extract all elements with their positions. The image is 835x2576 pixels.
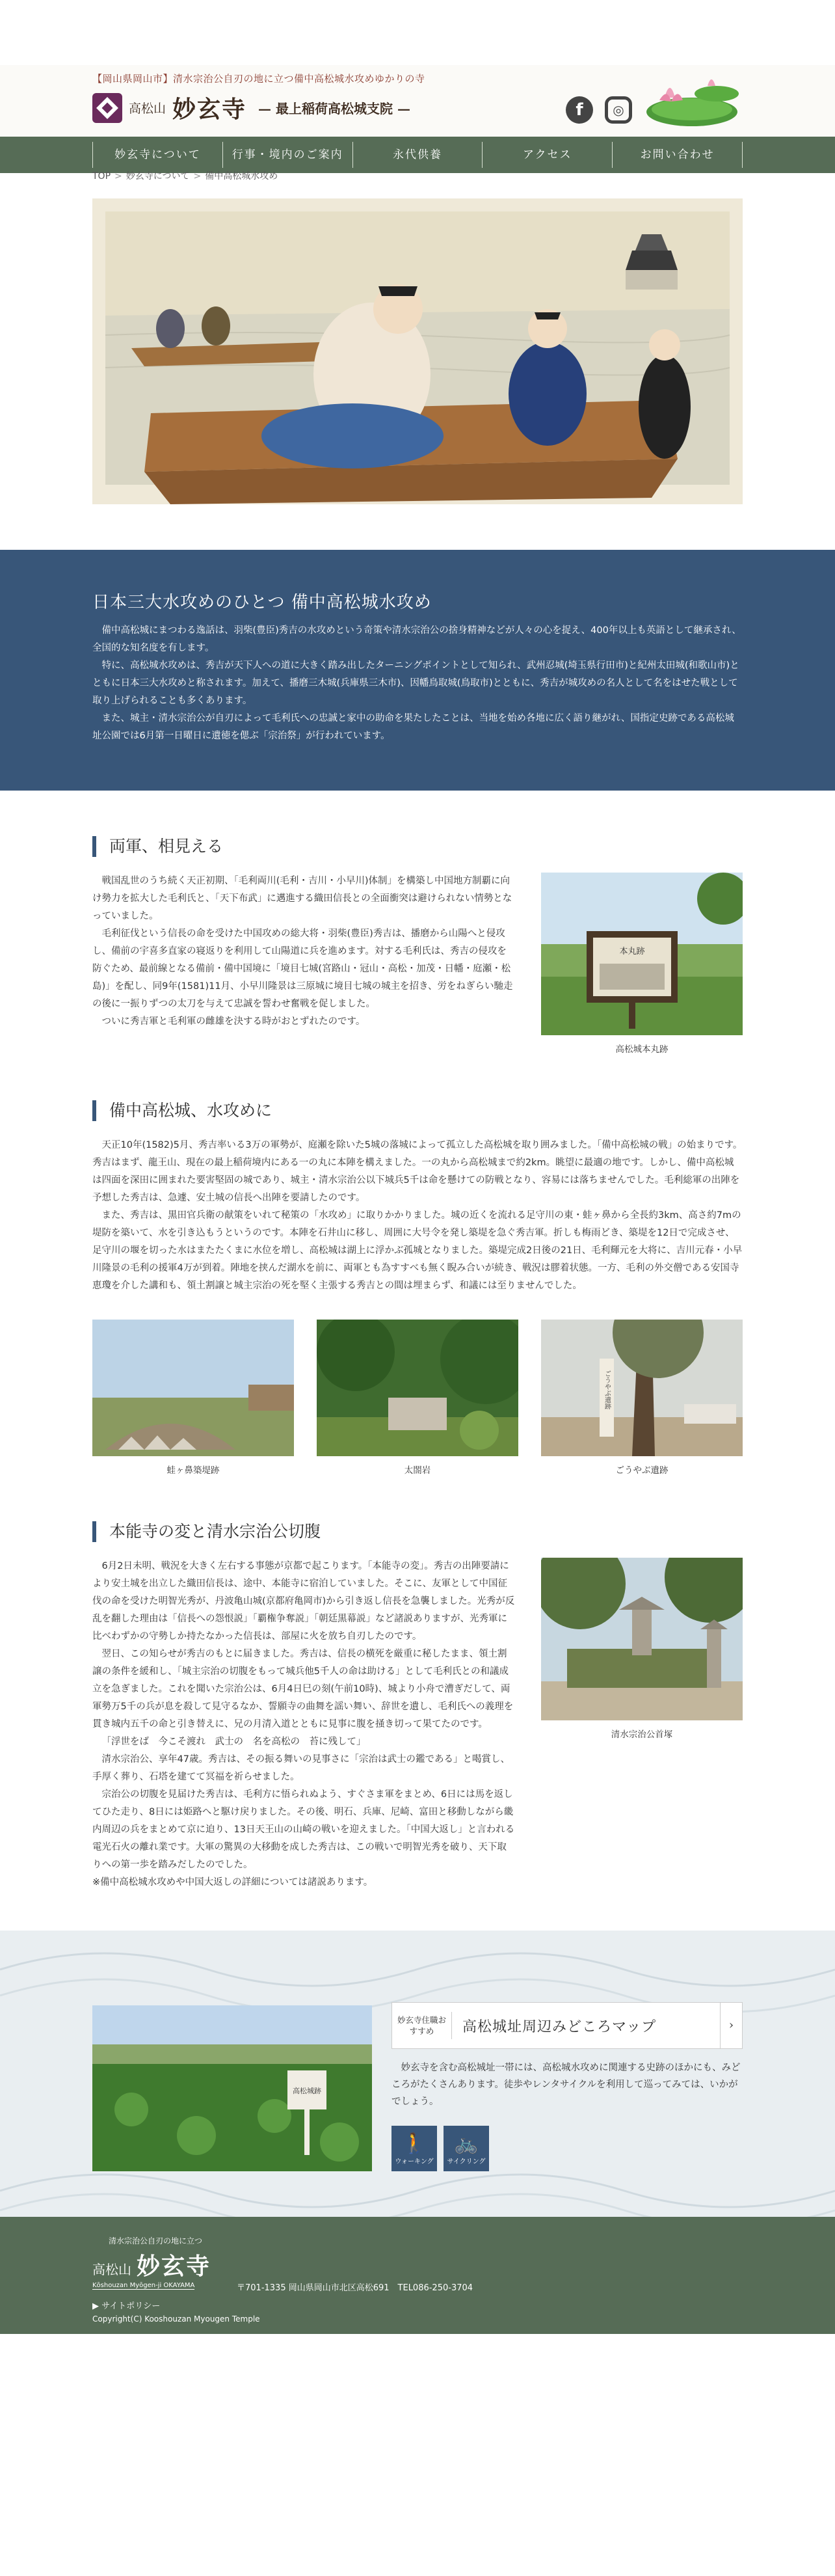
footer-address: 〒701-1335 岡山県岡山市北区高松691 TEL086-250-3704: [237, 2283, 473, 2293]
site-policy-link[interactable]: ▶ サイトポリシー: [92, 2301, 161, 2311]
section-heading: 備中高松城、水攻めに: [92, 1100, 743, 1121]
photo-kubizuka: [541, 1558, 743, 1891]
chevron-right-icon: ›: [720, 2002, 742, 2049]
photo-caption: 高松城本丸跡: [615, 1044, 669, 1055]
section-paragraph: 毛利征伐という信長の命を受けた中国攻めの総大将・羽柴(豊臣)秀吉は、播磨から山陽へと侵攻し、備前の宇喜多直家の寝返りを利用して山陽道に兵を進めます。対する毛利氏は、秀吉の侵攻を防ぐため、最前線となる備前・備中国境に「境目七城(宮路山・冠山・高松・加茂・日幡・庭瀬・松島)」を配し、同9年(1581)11月、小早川隆景は三原城に境目七城の城主を招き、労をねぎらい馳走の後に一振りずつの太刀を与えて忠誠を誓わせ奮戦を促しました。: [92, 929, 513, 1009]
breadcrumb-separator: >: [114, 171, 122, 182]
map-button-title: 高松城址周辺みどころマップ: [462, 2018, 657, 2035]
section-armies-meet: [92, 836, 743, 1055]
photo-honmaru: [541, 873, 743, 1055]
nav-item-about[interactable]: 妙玄寺について: [92, 142, 222, 168]
walking-icon: 🚶: [402, 2132, 427, 2155]
promo-photo: [92, 2005, 372, 2171]
footer-logo-big: 妙玄寺: [137, 2253, 211, 2280]
section-heading: 本能寺の変と清水宗治公切腹: [92, 1521, 743, 1542]
copyright: Copyright(C) Kooshouzan Myougen Temple: [92, 2314, 260, 2324]
breadcrumb-separator: >: [193, 171, 202, 182]
gouyabu-sign-text: ごうやぶ遺跡: [603, 1370, 611, 1409]
instagram-icon[interactable]: ◎: [605, 96, 632, 124]
temple-crest-icon: [92, 93, 122, 123]
facebook-icon[interactable]: f: [566, 96, 593, 124]
breadcrumb-current: 備中高松城水攻め: [205, 171, 278, 182]
lotus-icon: [645, 72, 743, 129]
breadcrumb: [92, 169, 743, 182]
header-tagline: 【岡山県岡山市】清水宗治公自刃の地に立つ備中高松城水攻めゆかりの寺: [92, 73, 425, 85]
photo-caption: 清水宗治公首塚: [611, 1729, 673, 1740]
section-paragraph: 清水宗治公、享年47歳。秀吉は、その振る舞いの見事さに「宗治は武士の鑑である」と喝賞し、手厚く葬り、石塔を建てて冥福を祈らせました。: [92, 1754, 510, 1782]
section-paragraph: 6月2日未明、戦況を大きく左右する事態が京都で起こります。「本能寺の変」。秀吉の出陣要請により安土城を出立した織田信長は、途中、本能寺に宿泊していました。そこに、友軍として中国征伐の命を受けた明智光秀が、丹波亀山城(京都府亀岡市)から引き返し信長を急襲しました。光秀が反乱を翻した理由は「信長への怨恨説」「覇権争奪説」「朝廷黒幕説」など諸説ありますが、光秀軍に比べわずかの守勢しか持たなかった信長は、部屋に火を放ち自刃したのです。: [92, 1561, 515, 1642]
section-paragraph: 戦国乱世のうち続く天正初期、「毛利両川(毛利・吉川・小早川)体制」を構築し中国地方制覇に向け勢力を拡大した毛利氏と、「天下布武」に邁進する織田信長との全面衝突は避けられない情勢となっていました。: [92, 876, 512, 921]
section-paragraph: また、秀吉は、黒田官兵衛の献策をいれて秘策の「水攻め」に取りかかりました。城の近くを流れる足守川の東・蛙ヶ鼻から全長約3km、高さ約7mの堤防を築いて、水を引き込もうというのです。本陣を石井山に移し、周囲に大号令を発し築堤を急ぐ秀吉軍。折しも梅雨どき、築堤を12日で完成させ、足守川の堰を切った水はまたたくまに水位を増し、高松城は湖上に浮かぶ孤城となりました。築堤完成2日後の21日、毛利輝元を大将に、吉川元春・小早川隆景の毛利の援軍4万が到着。陣地を挟んだ湖水を前に、両軍とも為すすべも無く睨み合いが続き、戦況は膠着状態。一方、毛利の外交僧である安国寺恵瓊を介した講和も、領土割譲と城主宗治の死を堅く主張する秀吉との間は埋まらず、和議には至りませんでした。: [92, 1210, 743, 1291]
site-logo[interactable]: [92, 91, 410, 124]
sightseeing-map-button[interactable]: [391, 2002, 743, 2049]
intro-paragraph: 特に、高松城水攻めは、秀吉が天下人への道に大きく踏み出したターニングポイントとして知られ、武州忍城(埼玉県行田市)と紀州太田城(和歌山市)とともに日本三大水攻めと称されます。加えて、播磨三木城(兵庫県三木市)、因幡鳥取城(鳥取市)とともに、秀吉が城攻めの名人として名をはせた戦として取り上げられることも多くあります。: [92, 660, 739, 706]
photo-kawazugahana: [92, 1320, 294, 1476]
main-nav: [0, 137, 835, 173]
footer-tagline: 清水宗治公自刃の地に立つ: [109, 2236, 203, 2245]
site-footer: [0, 2217, 835, 2334]
photo-caption: ごうやぶ遺跡: [615, 1465, 669, 1476]
site-header: [0, 0, 835, 161]
main-content: [0, 169, 835, 2217]
walking-button[interactable]: [391, 2126, 437, 2171]
section-paragraph: ついに秀吉軍と毛利軍の雌雄を決する時がおとずれたのです。: [101, 1016, 365, 1027]
cycling-icon: 🚲: [454, 2132, 479, 2155]
logo-temple-name: 妙玄寺: [172, 96, 247, 123]
map-promo: [0, 1931, 835, 2217]
breadcrumb-top[interactable]: TOP: [92, 171, 111, 182]
photo-caption: 蛙ヶ鼻築堤跡: [166, 1465, 220, 1476]
footer-romaji: Kōshouzan Myōgen-ji OKAYAMA: [92, 2282, 195, 2289]
photo-taikouiwa: [317, 1320, 518, 1476]
section-honnoji: [92, 1521, 743, 1891]
section-paragraph: 宗治公の切腹を見届けた秀吉は、毛利方に悟られぬよう、すぐさま軍をまとめ、6日には馬を返してひた走り、8日には姫路へと駆け戻りました。その後、明石、兵庫、尼崎、富田と移動しながら畿内周辺の兵をまとめて京に迫り、13日天王山の山崎の戦いを迎えました。「中国大返し」と言われる電光石火の離れ業です。大軍の驚異の大移動を成した秀吉は、この戦いで明智光秀を破り、天下取りへの第一歩を踏みだしたのでした。: [92, 1789, 515, 1870]
hero-painting: [92, 198, 743, 504]
promo-text: 妙玄寺を含む高松城址一帯には、高松城水攻めに関連する史跡のほかにも、みどころがたくさんあります。徒歩やレンタサイクルを利用して巡ってみては、いかがでしょう。: [391, 2063, 741, 2107]
kubizuka-photo: [541, 1558, 743, 1720]
breadcrumb-about[interactable]: 妙玄寺について: [126, 171, 190, 182]
taikouiwa-photo: [317, 1320, 518, 1456]
intro-band: [0, 550, 835, 791]
death-poem: 「浮世をば 今こそ渡れ 武士の 名を高松の 苔に残して」: [101, 1737, 366, 1747]
logo-mountain-name: 高松山: [129, 102, 166, 116]
intro-paragraph: また、城主・清水宗治公が自刃によって毛利氏への忠誠と家中の助命を果たしたことは、当地を始め各地に広く語り継がれ、国指定史跡である高松城址公園では6月第一日曜日に遺徳を偲ぶ「宗治祭」が行われています。: [92, 713, 734, 741]
cycling-label: サイクリング: [447, 2158, 486, 2165]
intro-paragraph: 備中高松城にまつわる逸話は、羽柴(豊臣)秀吉の水攻めという奇策や清水宗治公の捨身精神などが人々の心を捉え、400年以上も英語として継承され、全国的な知名度を有します。: [92, 625, 741, 653]
photo-caption: 太閤岩: [404, 1465, 431, 1476]
promo-sign-text: 高松城跡: [293, 2087, 321, 2095]
nav-item-memorial[interactable]: 永代供養: [352, 142, 483, 168]
honmaru-sign-text: 本丸跡: [619, 947, 645, 956]
nav-item-events[interactable]: 行事・境内のご案内: [222, 142, 352, 168]
social-links: [566, 96, 632, 124]
kawazugahana-photo: [92, 1320, 294, 1456]
section-note: ※備中高松城水攻めや中国大返しの詳細については諸説あります。: [92, 1877, 373, 1888]
cycling-button[interactable]: [444, 2126, 489, 2171]
footer-logo[interactable]: [92, 2248, 211, 2281]
nav-item-contact[interactable]: お問い合わせ: [612, 142, 743, 168]
walking-label: ウォーキング: [395, 2158, 434, 2165]
section-paragraph: 翌日、この知らせが秀吉のもとに届きました。秀吉は、信長の横死を厳重に秘したまま、領土割譲の条件を緩和し、「城主宗治の切腹をもって城兵他5千人の命は助ける」として毛利氏との和議成立を急ぎました。これを聞いた宗治公は、6月4日巳の刻(午前10時)、城より小舟で漕ぎだして、両軍勢万5千の兵が息を殺して見守るなか、誓願寺の曲舞を謡い舞い、辞世を遺し、毛利氏への義理を貫き城内五千の命と引き替えに、兄の月清入道とともに見事に腹を掻き切って果てたのです。: [92, 1649, 514, 1729]
footer-logo-small: 高松山: [92, 2262, 131, 2277]
nav-item-access[interactable]: アクセス: [482, 142, 612, 168]
section-water-siege: [92, 1100, 743, 1476]
photo-gouyabu: [541, 1320, 743, 1476]
section-heading: 両軍、相見える: [92, 836, 743, 857]
honmaru-photo: [541, 873, 743, 1035]
map-button-recommend: 妙玄寺住職おすすめ: [392, 2012, 452, 2039]
section-paragraph: 天正10年(1582)5月、秀吉率いる3万の軍勢が、庭瀬を除いた5城の落城によって孤立した高松城を取り囲みました。「備中高松城の戦」の始まりです。秀吉はまず、龍王山、現在の最上稲荷境内にある一の丸に本陣を構えました。一の丸から高松城まで約2km。眺望に最適の地です。しかし、備中高松城は四面を深田に囲まれた要害堅固の城であり、城主・清水宗治公以下城兵5千は命を懸けての防戦となり、容易には落ちませんでした。毛利総軍の出陣を予想した秀吉は、急遽、安土城の信長へ出陣を要請したのです。: [92, 1140, 743, 1203]
logo-subtitle: — 最上稲荷高松城支院 —: [258, 101, 410, 116]
gouyabu-photo: [541, 1320, 743, 1456]
page-title: 日本三大水攻めのひとつ 備中高松城水攻め: [92, 593, 432, 612]
